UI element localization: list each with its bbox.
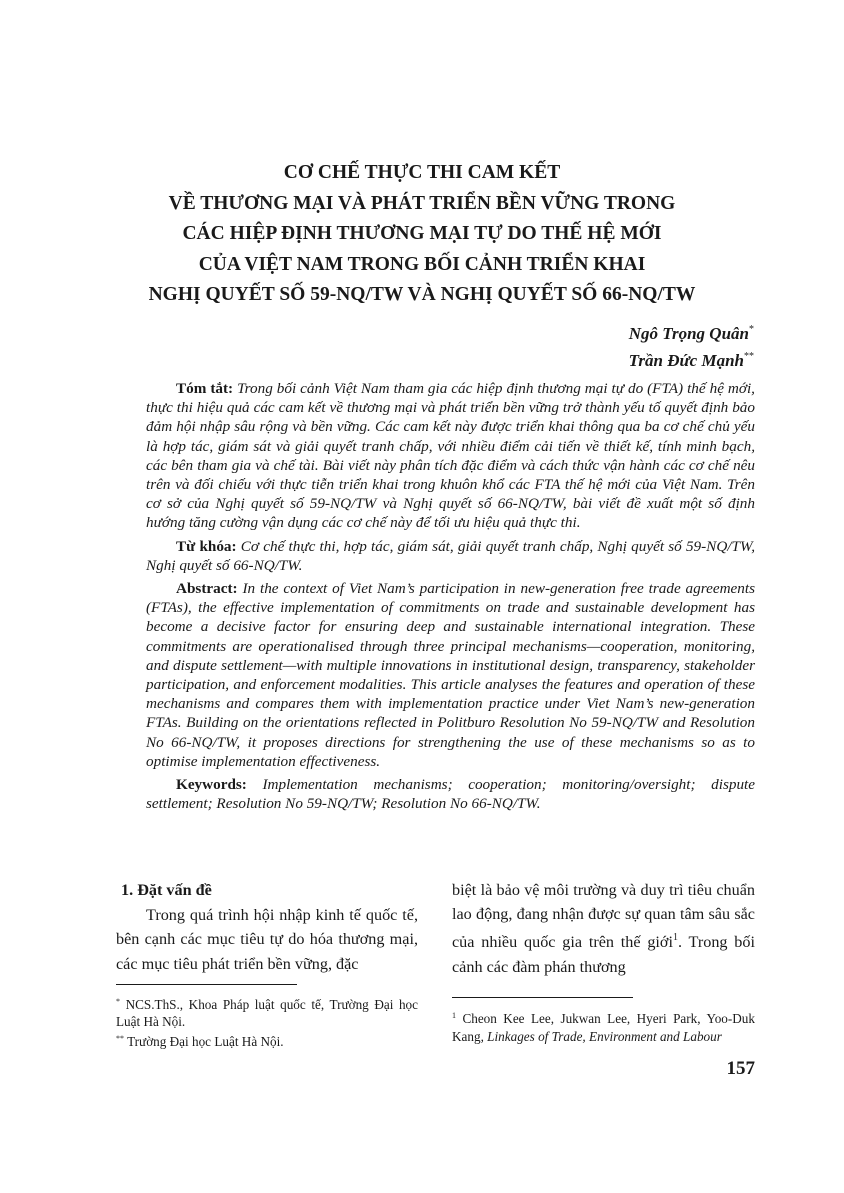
footnote-mark: * xyxy=(116,997,120,1006)
keywords-vi-label: Từ khóa: xyxy=(176,537,237,555)
abstract-en-text: In the context of Viet Nam’s participation in new-generation free trade agreements (FTAs), the effective implementation of commitments on trade and sustainable development has become a decisive factor for ensuring deep and sustainable international integration. These commitments are operationalised through three principal mechanisms—cooperation, monitoring, and dispute settlement—with multiple innovations in institutional design, transparency, stakeholder participation, and enforcement modalities. This article analyses the features and operation of these mechanisms and compares them with implementation practice under Viet Nam’s new-generation FTAs. Building on the orientations reflected in Politburo Resolution No 59-NQ/TW and Resolution No 66-NQ/TW, it proposes directions for strengthening the use of these mechanisms so as to optimise implementation effectiveness. xyxy=(146,580,756,770)
footnote-text: Cheon Kee Lee, Jukwan Lee, Hyeri Park, Yoo-Duk Kang, xyxy=(452,1011,755,1044)
footnotes-left xyxy=(116,993,418,1050)
body-column-right xyxy=(452,878,755,979)
footnotes-right xyxy=(452,1007,755,1046)
body-paragraph: Trong quá trình hội nhập kinh tế quốc tế, bên cạnh các mục tiêu tự do hóa thương mại, các mục tiêu phát triển bền vững, đặc xyxy=(116,906,418,973)
author-name: Ngô Trọng Quân xyxy=(628,324,749,343)
article-title xyxy=(90,158,754,311)
footnote-text: Trường Đại học Luật Hà Nội. xyxy=(127,1034,284,1049)
footnote-text: NCS.ThS., Khoa Pháp luật quốc tế, Trường Đại học Luật Hà Nội. xyxy=(116,997,419,1029)
author xyxy=(629,318,754,345)
footnote xyxy=(116,1030,418,1050)
footnote-mark: 1 xyxy=(452,1011,456,1020)
footnote-mark: ** xyxy=(116,1034,124,1043)
keywords-en xyxy=(146,775,755,813)
author xyxy=(629,345,754,372)
summary-vi-label: Tóm tắt: xyxy=(176,380,234,397)
author-mark: * xyxy=(749,324,754,335)
body-paragraph xyxy=(452,878,755,979)
title-line: NGHỊ QUYẾT SỐ 59-NQ/TW VÀ NGHỊ QUYẾT SỐ 66-NQ/TW xyxy=(148,284,696,305)
footnote-reference: 1 xyxy=(672,932,678,944)
author-list xyxy=(629,318,754,372)
keywords-en-label: Keywords: xyxy=(176,776,247,794)
footnote-title: Linkages of Trade, Environment and Labour xyxy=(487,1029,722,1044)
abstract-en xyxy=(146,579,755,771)
title-line: CỦA VIỆT NAM TRONG BỐI CẢNH TRIỂN KHAI xyxy=(198,253,646,275)
keywords-vi-text: Cơ chế thực thi, hợp tác, giám sát, giải quyết tranh chấp, Nghị quyết số 59-NQ/TW, Nghị quyết số 66-NQ/TW. xyxy=(146,537,756,574)
title-line: VỀ THƯƠNG MẠI VÀ PHÁT TRIỂN BỀN VỮNG TRONG xyxy=(168,192,676,214)
author-mark: ** xyxy=(744,351,754,362)
footnote-divider-right xyxy=(452,997,633,998)
section-heading: 1. Đặt vấn đề xyxy=(121,881,212,899)
page-number: 157 xyxy=(726,1058,755,1079)
footnote xyxy=(452,1007,755,1046)
body-text: biệt là bảo vệ môi trường và duy trì tiêu chuẩn lao động, đang nhận được sự quan tâm sâu sắc của nhiều quốc gia trên thế giới xyxy=(452,881,755,952)
footnote xyxy=(116,993,418,1030)
summary-vi xyxy=(146,379,755,533)
abstract-en-label: Abstract: xyxy=(176,580,238,598)
author-name: Trần Đức Mạnh xyxy=(628,351,744,370)
body-column-left xyxy=(116,878,418,976)
keywords-en-text: Implementation mechanisms; cooperation; monitoring/oversight; dispute settlement; Resolution No 59-NQ/TW; Resolution No 66-NQ/TW. xyxy=(146,776,756,813)
abstract-block xyxy=(146,379,755,817)
body-text: . Trong bối cảnh các đàm phán thương xyxy=(452,933,755,976)
summary-vi-text: Trong bối cảnh Việt Nam tham gia các hiệp định thương mại tự do (FTA) thế hệ mới, thực thi hiệu quả các cam kết về thương mại và phát triển bền vững trở thành yếu tố quyết định bảo đảm hội nhập sâu rộng và bền vững. Các cam kết này được triển khai thông qua ba cơ chế chủ yếu là hợp tác, giám sát và giải quyết tranh chấp, với nhiều điểm cải tiến về thiết kế, tính minh bạch, các bên tham gia và chế tài. Bài viết này phân tích đặc điểm và cách thức vận hành các cơ chế nêu trên và đối chiếu với thực tiễn triển khai trong khuôn khổ các FTA thế hệ mới của Việt Nam. Trên cơ sở của Nghị quyết số 59-NQ/TW và Nghị quyết số 66-NQ/TW, bài viết đề xuất một số định hướng tăng cường vận dụng các cơ chế này để tối ưu hiệu quả thực thi. xyxy=(146,380,755,532)
footnote-divider-left xyxy=(116,984,297,985)
keywords-vi xyxy=(146,537,755,575)
title-line: CƠ CHẾ THỰC THI CAM KẾT xyxy=(283,162,561,183)
title-line: CÁC HIỆP ĐỊNH THƯƠNG MẠI TỰ DO THẾ HỆ MỚI xyxy=(182,223,662,244)
